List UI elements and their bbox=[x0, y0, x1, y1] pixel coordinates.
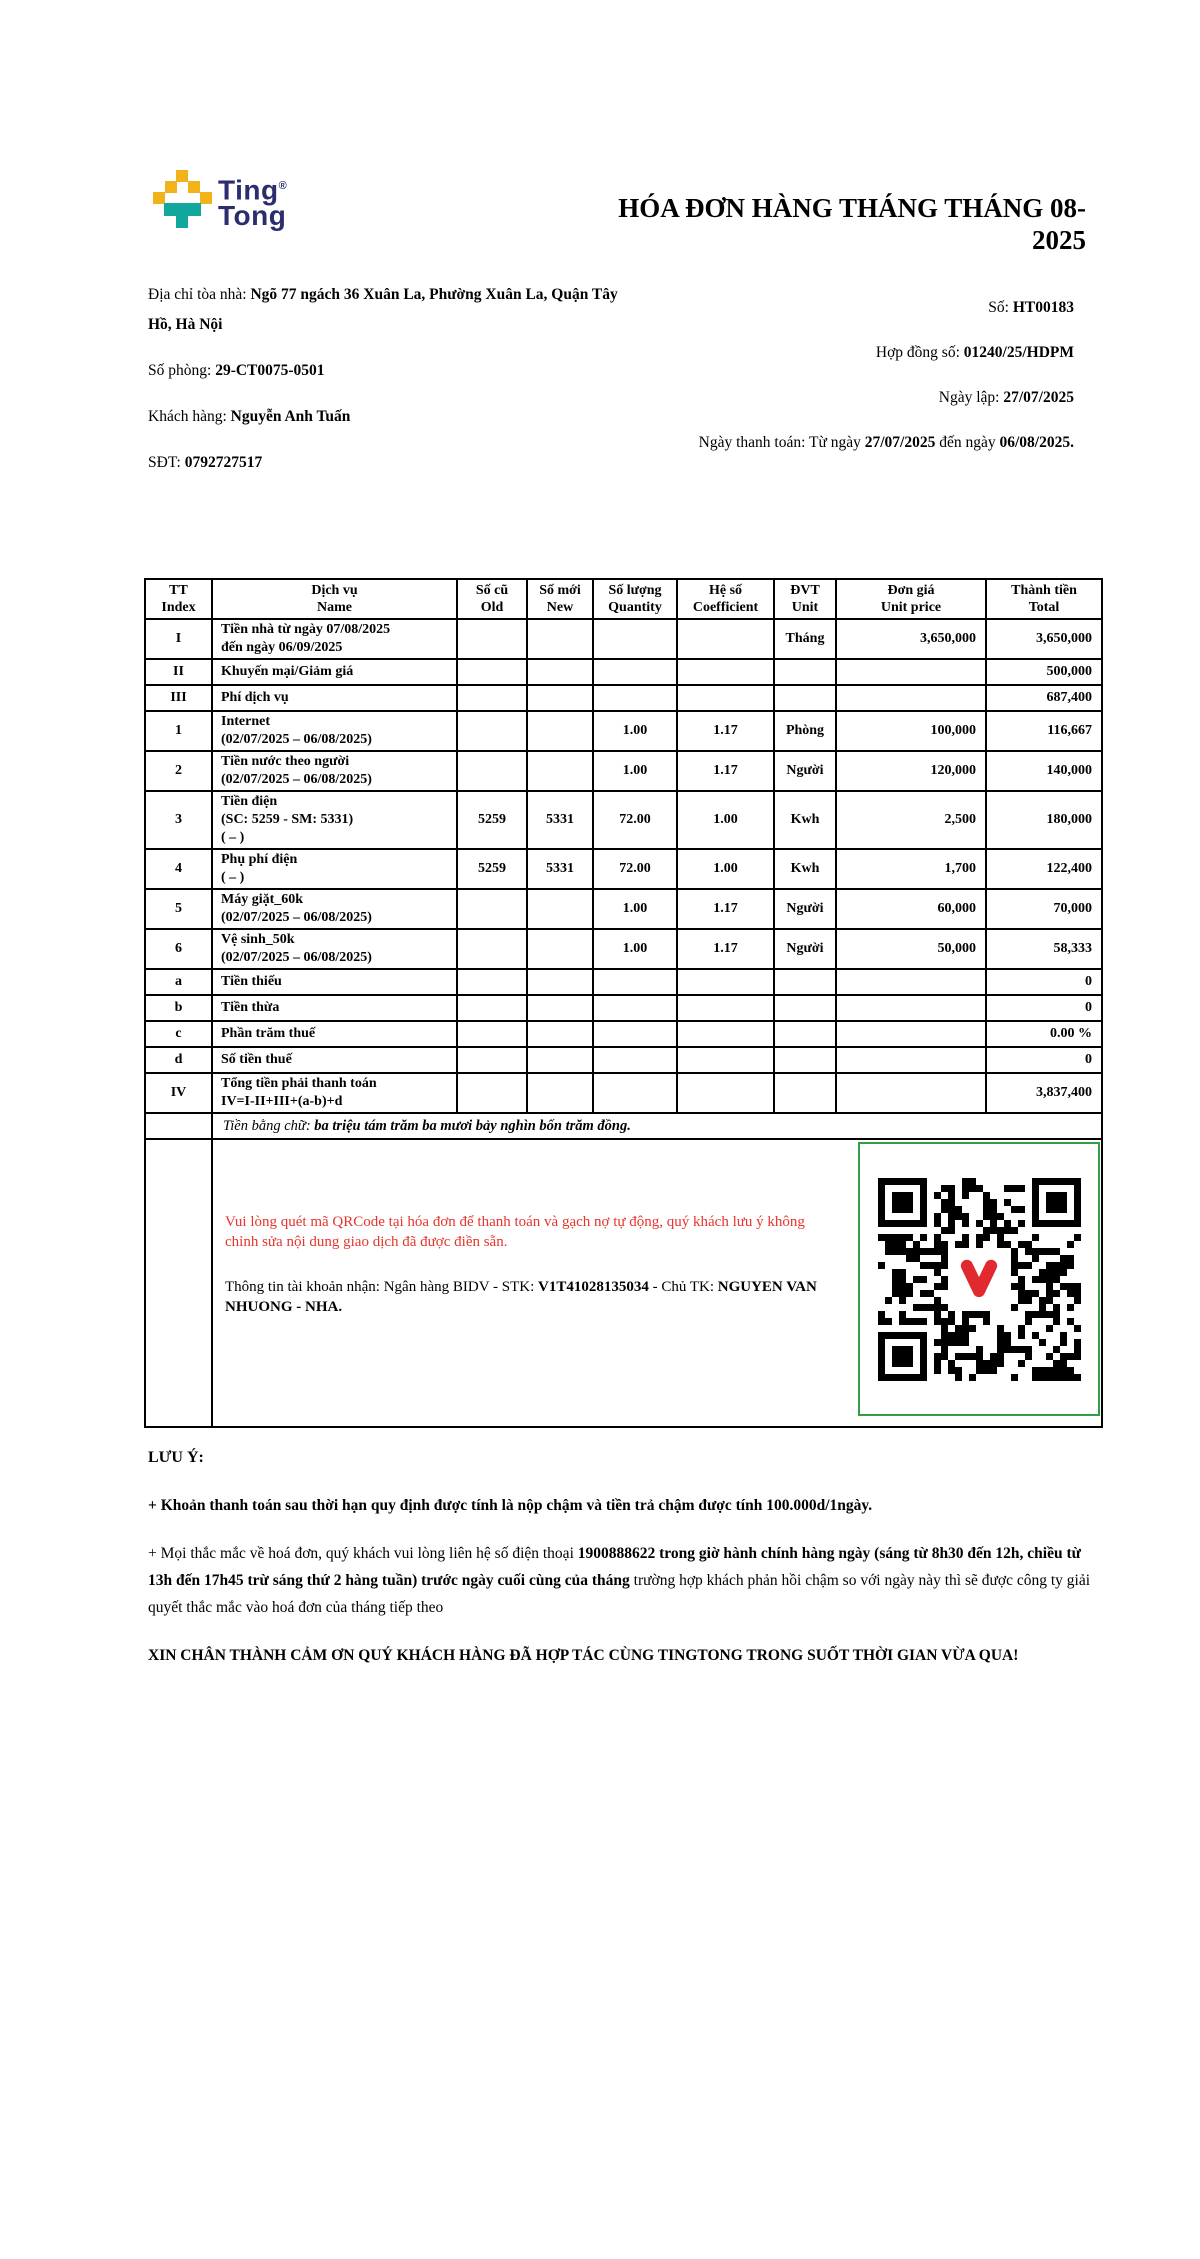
cell-total: 58,333 bbox=[986, 929, 1102, 969]
cell-old bbox=[457, 1021, 527, 1047]
cell-quantity bbox=[593, 969, 677, 995]
table-row bbox=[145, 969, 1102, 995]
page-title: HÓA ĐƠN HÀNG THÁNG THÁNG 08- 2025 bbox=[618, 193, 1086, 255]
cell-index: d bbox=[145, 1047, 212, 1073]
cell-quantity: 1.00 bbox=[593, 751, 677, 791]
cell-index: II bbox=[145, 659, 212, 685]
cell-total: 3,837,400 bbox=[986, 1073, 1102, 1113]
qr-warning-text: Vui lòng quét mã QRCode tại hóa đơn để thanh toán và gạch nợ tự động, quý khách lưu ý không chỉnh sửa nội dung giao dịch đã được điền sẵn. bbox=[225, 1214, 805, 1250]
cell-name: Tiền nhà từ ngày 07/08/2025 đến ngày 06/09/2025 bbox=[212, 619, 457, 659]
hotline-note: + Mọi thắc mắc về hoá đơn, quý khách vui lòng liên hệ số điện thoại 1900888622 trong giờ hành chính hàng ngày (sáng từ 8h30 đến 12h, chiều từ 13h đến 17h45 trừ sáng thứ 2 hàng tuần) trước ngày cuối cùng của tháng trường hợp khách phản hồi chậm so với ngày này thì sẽ được công ty giải quyết thắc mắc vào hoá đơn của tháng tiếp theo bbox=[148, 1545, 1091, 1616]
cell-total: 70,000 bbox=[986, 889, 1102, 929]
cell-index: III bbox=[145, 685, 212, 711]
cell-quantity bbox=[593, 619, 677, 659]
cell-coefficient: 1.17 bbox=[677, 889, 774, 929]
cell-name: Tiền điện (SC: 5259 - SM: 5331) ( – ) bbox=[212, 791, 457, 849]
cell-coefficient: 1.17 bbox=[677, 711, 774, 751]
cell-name: Internet (02/07/2025 – 06/08/2025) bbox=[212, 711, 457, 751]
cell-index: 6 bbox=[145, 929, 212, 969]
cell-unit bbox=[774, 1073, 836, 1113]
logo-pixel bbox=[176, 170, 188, 182]
cell-new bbox=[527, 1021, 593, 1047]
invoice-table bbox=[144, 578, 1103, 1428]
table-row bbox=[145, 711, 1102, 751]
table-row bbox=[145, 791, 1102, 849]
cell-new bbox=[527, 659, 593, 685]
cell-unit-price: 50,000 bbox=[836, 929, 986, 969]
cell-unit-price bbox=[836, 1073, 986, 1113]
registered-mark: ® bbox=[278, 180, 288, 192]
cell-name: Phụ phí điện ( – ) bbox=[212, 849, 457, 889]
cell-old bbox=[457, 659, 527, 685]
cell-quantity bbox=[593, 1047, 677, 1073]
cell-old bbox=[457, 889, 527, 929]
amount-in-words: Tiền bằng chữ: ba triệu tám trăm ba mươi bảy nghìn bốn trăm đồng. bbox=[212, 1113, 1102, 1139]
col-header-index: TT Index bbox=[145, 579, 212, 619]
cell-index: I bbox=[145, 619, 212, 659]
footer-notes bbox=[148, 1444, 1105, 1690]
cell-unit bbox=[774, 659, 836, 685]
bank-account-info: Thông tin tài khoản nhận: Ngân hàng BIDV - STK: V1T41028135034 - Chủ TK: NGUYEN VAN NHUONG - NHA. bbox=[225, 1279, 817, 1315]
cell-coefficient bbox=[677, 1047, 774, 1073]
cell-index: 3 bbox=[145, 791, 212, 849]
cell-quantity: 72.00 bbox=[593, 849, 677, 889]
cell-total: 0 bbox=[986, 995, 1102, 1021]
late-payment-note: + Khoản thanh toán sau thời hạn quy định được tính là nộp chậm và tiền trả chậm được tính 100.000d/1ngày. bbox=[148, 1497, 873, 1514]
notes-title: LƯU Ý: bbox=[148, 1449, 204, 1466]
cell-name: Tiền thừa bbox=[212, 995, 457, 1021]
cell-coefficient bbox=[677, 685, 774, 711]
cell-name: Số tiền thuế bbox=[212, 1047, 457, 1073]
cell-name: Phí dịch vụ bbox=[212, 685, 457, 711]
cell-coefficient: 1.17 bbox=[677, 929, 774, 969]
room-number: Số phòng: 29-CT0075-0501 bbox=[148, 362, 325, 379]
cell-quantity bbox=[593, 995, 677, 1021]
col-header-name: Dịch vụ Name bbox=[212, 579, 457, 619]
cell-unit-price bbox=[836, 659, 986, 685]
cell-name: Tiền nước theo người (02/07/2025 – 06/08/2025) bbox=[212, 751, 457, 791]
cell-old bbox=[457, 929, 527, 969]
table-row bbox=[145, 659, 1102, 685]
table-row bbox=[145, 1047, 1102, 1073]
cell-new bbox=[527, 995, 593, 1021]
cell-quantity: 1.00 bbox=[593, 929, 677, 969]
qr-row bbox=[145, 1139, 1102, 1427]
cell-old: 5259 bbox=[457, 791, 527, 849]
table-row bbox=[145, 995, 1102, 1021]
cell-coefficient bbox=[677, 1021, 774, 1047]
cell-unit: Phòng bbox=[774, 711, 836, 751]
cell-total: 0.00 % bbox=[986, 1021, 1102, 1047]
cell-new: 5331 bbox=[527, 791, 593, 849]
cell-new bbox=[527, 711, 593, 751]
cell-unit-price bbox=[836, 995, 986, 1021]
cell-new bbox=[527, 751, 593, 791]
col-header-total: Thành tiền Total bbox=[986, 579, 1102, 619]
issue-date: Ngày lập: 27/07/2025 bbox=[938, 389, 1074, 406]
cell-unit bbox=[774, 995, 836, 1021]
cell-unit-price: 120,000 bbox=[836, 751, 986, 791]
table-row-grand-total bbox=[145, 1073, 1102, 1113]
cell-unit: Người bbox=[774, 889, 836, 929]
cell-unit: Kwh bbox=[774, 849, 836, 889]
tingtong-logo-icon bbox=[148, 168, 218, 232]
cell-old bbox=[457, 1047, 527, 1073]
cell-quantity bbox=[593, 1073, 677, 1113]
qr-code bbox=[858, 1142, 1100, 1416]
cell-unit-price: 2,500 bbox=[836, 791, 986, 849]
amount-in-words-row bbox=[145, 1113, 1102, 1139]
cell-total: 0 bbox=[986, 1047, 1102, 1073]
cell-index: c bbox=[145, 1021, 212, 1047]
cell-new bbox=[527, 685, 593, 711]
cell-quantity bbox=[593, 1021, 677, 1047]
table-row bbox=[145, 685, 1102, 711]
cell-unit: Kwh bbox=[774, 791, 836, 849]
cell-unit bbox=[774, 1021, 836, 1047]
cell-total: 180,000 bbox=[986, 791, 1102, 849]
cell-old bbox=[457, 711, 527, 751]
cell-quantity bbox=[593, 659, 677, 685]
logo-pixel bbox=[188, 181, 200, 193]
invoice-meta bbox=[642, 293, 1074, 473]
cell-old bbox=[457, 1073, 527, 1113]
cell-old bbox=[457, 751, 527, 791]
cell-unit-price: 100,000 bbox=[836, 711, 986, 751]
cell-total: 140,000 bbox=[986, 751, 1102, 791]
cell-index: 4 bbox=[145, 849, 212, 889]
table-header-row bbox=[145, 579, 1102, 619]
vietqr-v-icon bbox=[950, 1250, 1008, 1308]
cell-new bbox=[527, 619, 593, 659]
table-row bbox=[145, 889, 1102, 929]
cell-coefficient: 1.17 bbox=[677, 751, 774, 791]
cell-new bbox=[527, 889, 593, 929]
building-address: Địa chỉ tòa nhà: Ngõ 77 ngách 36 Xuân La, Phường Xuân La, Quận Tây Hồ, Hà Nội bbox=[148, 286, 618, 333]
cell-name: Tiền thiếu bbox=[212, 969, 457, 995]
invoice-number: Số: HT00183 bbox=[988, 299, 1074, 316]
cell-unit-price bbox=[836, 1021, 986, 1047]
table-row bbox=[145, 751, 1102, 791]
cell-coefficient bbox=[677, 619, 774, 659]
logo-pixel bbox=[176, 216, 188, 228]
cell-quantity bbox=[593, 685, 677, 711]
cell-unit-price bbox=[836, 685, 986, 711]
logo-wordmark: Ting® Tong bbox=[218, 174, 288, 232]
cell-empty bbox=[145, 1113, 212, 1139]
cell-quantity: 1.00 bbox=[593, 889, 677, 929]
table-row bbox=[145, 849, 1102, 889]
cell-index: 2 bbox=[145, 751, 212, 791]
cell-coefficient bbox=[677, 659, 774, 685]
cell-coefficient bbox=[677, 1073, 774, 1113]
cell-new bbox=[527, 1073, 593, 1113]
logo-pixel bbox=[164, 203, 201, 216]
cell-index: b bbox=[145, 995, 212, 1021]
cell-empty bbox=[145, 1139, 212, 1427]
cell-index: a bbox=[145, 969, 212, 995]
customer-info bbox=[148, 280, 623, 494]
payment-instructions bbox=[213, 1140, 838, 1317]
cell-total: 116,667 bbox=[986, 711, 1102, 751]
cell-old bbox=[457, 995, 527, 1021]
cell-name: Phần trăm thuế bbox=[212, 1021, 457, 1047]
cell-unit bbox=[774, 1047, 836, 1073]
cell-unit: Người bbox=[774, 929, 836, 969]
cell-old bbox=[457, 969, 527, 995]
cell-unit bbox=[774, 969, 836, 995]
col-header-unit: ĐVT Unit bbox=[774, 579, 836, 619]
col-header-unit-price: Đơn giá Unit price bbox=[836, 579, 986, 619]
cell-unit-price: 3,650,000 bbox=[836, 619, 986, 659]
cell-coefficient: 1.00 bbox=[677, 791, 774, 849]
logo-pixel bbox=[200, 192, 212, 204]
col-header-quantity: Số lượng Quantity bbox=[593, 579, 677, 619]
cell-total: 122,400 bbox=[986, 849, 1102, 889]
cell-new bbox=[527, 929, 593, 969]
cell-unit-price: 60,000 bbox=[836, 889, 986, 929]
cell-unit-price: 1,700 bbox=[836, 849, 986, 889]
cell-coefficient bbox=[677, 995, 774, 1021]
customer-name: Khách hàng: Nguyễn Anh Tuấn bbox=[148, 408, 351, 425]
cell-coefficient: 1.00 bbox=[677, 849, 774, 889]
logo-pixel bbox=[165, 181, 177, 193]
cell-old bbox=[457, 685, 527, 711]
cell-total: 0 bbox=[986, 969, 1102, 995]
cell-unit-price bbox=[836, 1047, 986, 1073]
cell-unit bbox=[774, 685, 836, 711]
cell-name: Khuyến mại/Giảm giá bbox=[212, 659, 457, 685]
cell-name: Máy giặt_60k (02/07/2025 – 06/08/2025) bbox=[212, 889, 457, 929]
col-header-old: Số cũ Old bbox=[457, 579, 527, 619]
cell-new bbox=[527, 1047, 593, 1073]
cell-new bbox=[527, 969, 593, 995]
col-header-coefficient: Hệ số Coefficient bbox=[677, 579, 774, 619]
payment-period: Ngày thanh toán: Từ ngày 27/07/2025 đến ngày 06/08/2025. bbox=[698, 434, 1074, 451]
cell-index: 5 bbox=[145, 889, 212, 929]
col-header-new: Số mới New bbox=[527, 579, 593, 619]
cell-new: 5331 bbox=[527, 849, 593, 889]
cell-old: 5259 bbox=[457, 849, 527, 889]
thank-you-note: XIN CHÂN THÀNH CẢM ƠN QUÝ KHÁCH HÀNG ĐÃ HỢP TÁC CÙNG TINGTONG TRONG SUỐT THỜI GIAN VỪA QUA! bbox=[148, 1647, 1019, 1664]
cell-unit: Tháng bbox=[774, 619, 836, 659]
cell-unit: Người bbox=[774, 751, 836, 791]
cell-name: Vệ sinh_50k (02/07/2025 – 06/08/2025) bbox=[212, 929, 457, 969]
cell-total: 3,650,000 bbox=[986, 619, 1102, 659]
contract-number: Hợp đồng số: 01240/25/HDPM bbox=[875, 344, 1074, 361]
cell-unit-price bbox=[836, 969, 986, 995]
cell-total: 500,000 bbox=[986, 659, 1102, 685]
cell-index: IV bbox=[145, 1073, 212, 1113]
table-row bbox=[145, 929, 1102, 969]
table-row bbox=[145, 619, 1102, 659]
cell-old bbox=[457, 619, 527, 659]
table-row bbox=[145, 1021, 1102, 1047]
cell-name: Tổng tiền phải thanh toán IV=I-II+III+(a-b)+d bbox=[212, 1073, 457, 1113]
payment-cell bbox=[212, 1139, 1102, 1427]
cell-quantity: 1.00 bbox=[593, 711, 677, 751]
cell-coefficient bbox=[677, 969, 774, 995]
cell-total: 687,400 bbox=[986, 685, 1102, 711]
cell-index: 1 bbox=[145, 711, 212, 751]
customer-phone: SĐT: 0792727517 bbox=[148, 454, 263, 471]
cell-quantity: 72.00 bbox=[593, 791, 677, 849]
